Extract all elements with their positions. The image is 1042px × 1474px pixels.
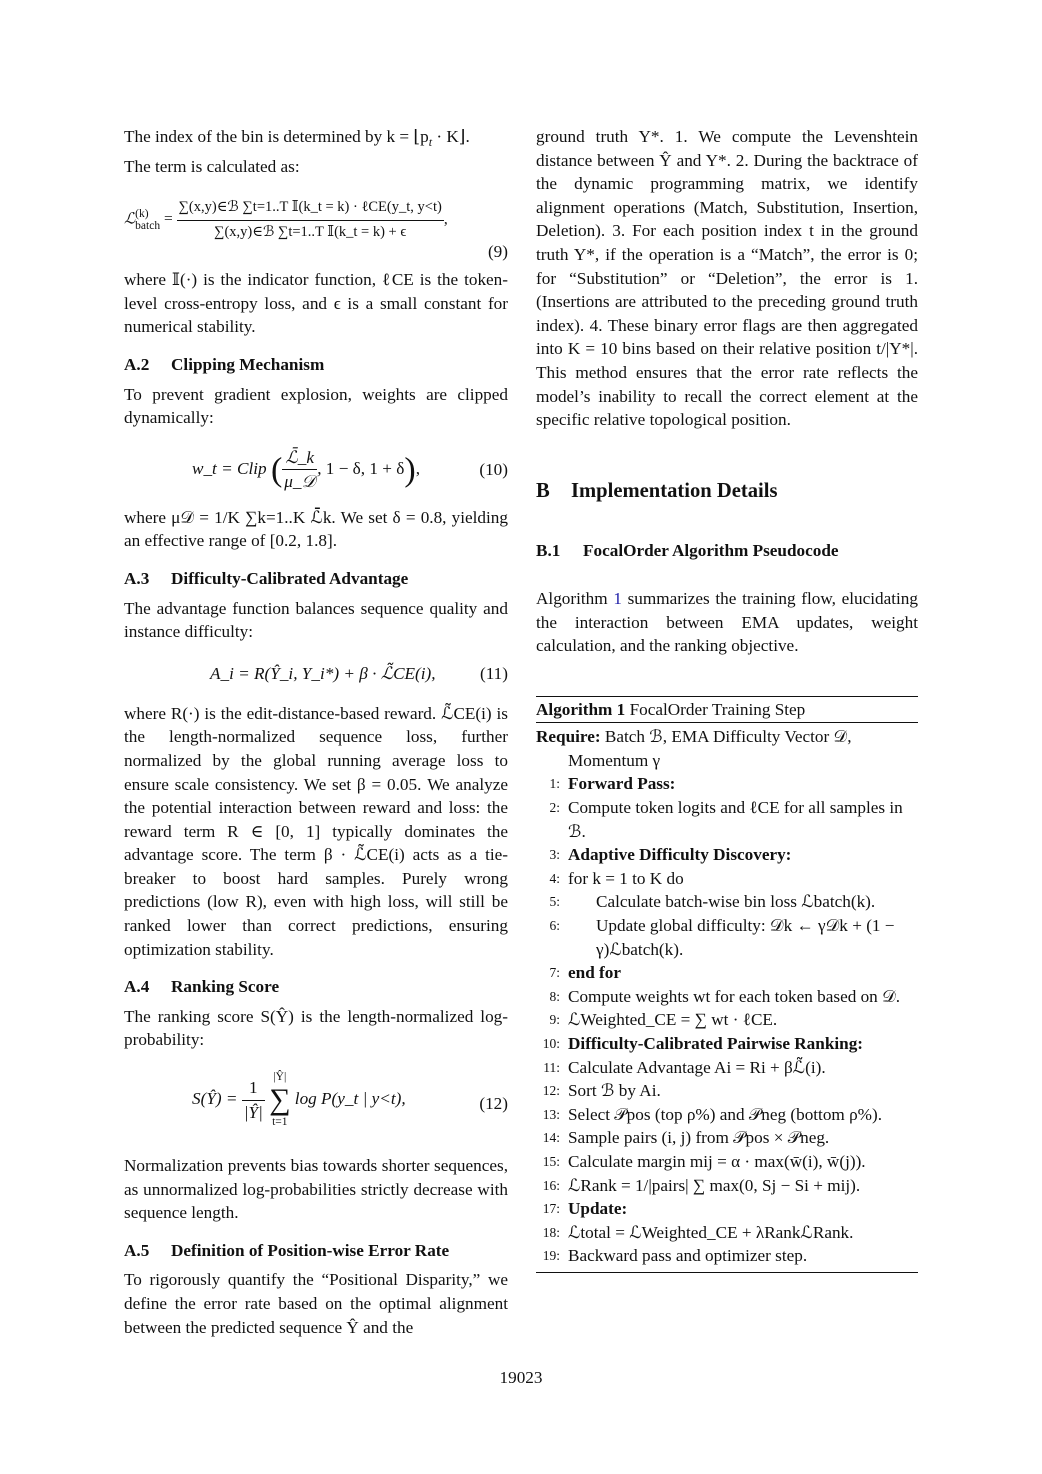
eq12-den: |Ŷ| — [243, 1102, 263, 1122]
section-a4-number: A.4 — [124, 977, 150, 997]
algorithm-line — [536, 1150, 918, 1174]
page-number: 19023 — [499, 1368, 543, 1387]
algorithm-line-text: Difficulty-Calibrated Pairwise Ranking: — [568, 1034, 864, 1053]
eq10-lhs: w_t = Clip — [192, 458, 267, 478]
algorithm-line-number: 3: — [549, 847, 560, 863]
algorithm-line — [536, 1126, 918, 1150]
algorithm-line — [536, 914, 918, 961]
require-label: Require: — [536, 727, 601, 747]
algorithm-line — [536, 890, 918, 914]
algorithm-line — [536, 843, 918, 867]
algorithm-line-number: 16: — [542, 1177, 560, 1193]
eq9-sub: batch — [135, 220, 161, 233]
a5-paragraph: To rigorously quantify the “Positional Disparity,” we define the error rate based on the optimal alignment between the predicted sequence Ŷ and the — [124, 1270, 508, 1337]
algorithm-line-text: ℒWeighted_CE = ∑ wt · ℓCE. — [568, 1010, 778, 1030]
section-a5-title: Definition of Position-wise Error Rate — [171, 1240, 450, 1260]
require-text: Batch ℬ, EMA Difficulty Vector 𝒟, Momentum γ — [568, 727, 852, 770]
algorithm-line-number: 15: — [542, 1153, 560, 1169]
algorithm-line-text: Backward pass and optimizer step. — [568, 1246, 808, 1266]
algorithm-line-text: Compute weights wt for each token based on 𝒟. — [568, 986, 901, 1006]
algorithm-line-text: Calculate batch-wise bin loss ℒbatch(k). — [596, 892, 876, 912]
eq9-sup: (k) — [135, 208, 149, 221]
eq11-number: (11) — [480, 663, 508, 683]
algorithm-line-number: 19: — [542, 1248, 560, 1264]
algorithm-line-text: ℒRank = 1/|pairs| ∑ max(0, Sj − Si + mij). — [568, 1175, 861, 1195]
algorithm-line-text: Adaptive Difficulty Discovery: — [568, 845, 792, 865]
continued-paragraph: ground truth Y*. 1. We compute the Levenshtein distance between Ŷ and Y*. 2. During the backtrace of the dynamic programming matrix, we identify alignment operations (Match, Substitution, Insertion, Deletion). 3. For each position index t in the ground truth Y*, if the operation is a “Match”, the error is 0; for “Substitution” or “Deletion”, the error is 1. (Insertions are attributed to the preceding ground truth index). 4. These binary error flags are then aggregated into K = 10 bins based on their relative position t/|Y*|. This method ensures that the error rate reflects the model’s inability to recall the correct element at the specific relative topological position. — [536, 127, 918, 430]
eq9-lhs: ℒ — [124, 210, 136, 228]
section-a2-number: A.2 — [124, 354, 150, 374]
algorithm-line-number: 14: — [542, 1130, 560, 1146]
section-a3-title: Difficulty-Calibrated Advantage — [171, 568, 409, 588]
algorithm-line — [536, 1103, 918, 1127]
algorithm-line — [536, 985, 918, 1009]
algorithm-line-number: 10: — [542, 1036, 560, 1051]
section-a5-number: A.5 — [124, 1240, 150, 1260]
section-b-number: B — [536, 479, 550, 502]
algorithm-line-number: 13: — [542, 1106, 560, 1122]
algorithm-lines — [536, 772, 918, 1267]
section-a3-number: A.3 — [124, 568, 150, 588]
algorithm-title: FocalOrder Training Step — [625, 699, 806, 719]
eq9-numerator: ∑(x,y)∈ℬ ∑t=1..T 𝕀(k_t = k) · ℓCE(y_t, y<t) — [177, 196, 444, 221]
right-column — [536, 125, 918, 1273]
section-b1-title: FocalOrder Algorithm Pseudocode — [583, 541, 839, 561]
eq9-denominator: ∑(x,y)∈ℬ ∑t=1..T 𝕀(k_t = k) + ϵ — [214, 223, 407, 240]
section-a4-heading — [124, 975, 508, 999]
algorithm-link[interactable]: 1 — [613, 588, 622, 608]
eq12-sum-top: |Ŷ| — [273, 1071, 287, 1084]
eq10-den: μ_𝒟 — [284, 472, 316, 492]
algorithm-line — [536, 1008, 918, 1032]
b1-text-pre: Algorithm — [536, 588, 614, 608]
a2-paragraph: To prevent gradient explosion, weights are clipped dynamically: — [124, 384, 508, 428]
eq12-rest: log P(y_t | y<t), — [294, 1088, 406, 1108]
eq9-number: (9) — [487, 242, 508, 262]
algorithm-line — [536, 1197, 918, 1221]
algorithm-line-number: 12: — [542, 1083, 560, 1099]
algorithm-line-text: Update: — [568, 1199, 628, 1219]
algorithm-require — [536, 725, 918, 772]
algorithm-line-text: Sample pairs (i, j) from 𝒫pos × 𝒫neg. — [568, 1128, 830, 1148]
after-eq9-paragraph: where 𝕀(·) is the indicator function, ℓCE is the token-level cross-entropy loss, and ϵ is a small constant for numerical stability. — [124, 270, 508, 337]
algorithm-bottom-rule — [536, 1272, 918, 1273]
algorithm-line-number: 9: — [549, 1012, 560, 1028]
section-a2-title: Clipping Mechanism — [171, 354, 325, 374]
eq12-sum-bottom: t=1 — [272, 1116, 288, 1129]
intro-text-1: The index of the bin is determined by k = ⌊p — [124, 127, 429, 146]
algorithm-line-number: 4: — [549, 870, 560, 886]
algorithm-line-text: Compute token logits and ℓCE for all samples in ℬ. — [568, 798, 903, 841]
after-eq10-paragraph: where μ𝒟 = 1/K ∑k=1..K ℒ̄k. We set δ = 0.8, yielding an effective range of [0.2, 1.8]. — [124, 507, 508, 551]
b1-text-post: summarizes the training flow, elucidating the interaction between EMA updates, weight calculation, and the ranking objective. — [536, 588, 918, 656]
algorithm-line-number: 6: — [549, 918, 560, 934]
algorithm-line-number: 18: — [542, 1224, 560, 1240]
eq10-number: (10) — [479, 459, 508, 479]
algorithm-line — [536, 1244, 918, 1268]
algorithm-line — [536, 1221, 918, 1245]
eq12-number: (12) — [479, 1094, 508, 1114]
a3-paragraph: The advantage function balances sequence quality and instance difficulty: — [124, 598, 508, 642]
section-a3-heading — [124, 567, 508, 591]
algorithm-line-text: ℒtotal = ℒWeighted_CE + λRankℒRank. — [568, 1222, 854, 1242]
algorithm-line-number: 5: — [549, 894, 560, 910]
algorithm-line-number: 8: — [549, 988, 560, 1004]
algorithm-line-text: Forward Pass: — [568, 774, 676, 794]
after-eq11-paragraph: where R(·) is the edit-distance-based reward. ℒ̃CE(i) is the length-normalized sequence loss, further normalized by the global running average loss to ensure scale consistency. We set β = 0.05. We analyze the potential interaction between reward and loss: the reward term R ∈ [0, 1] typically dominates the advantage score. The term β · ℒ̃CE(i) acts as a tie-breaker to boost hard samples. Purely wrong predictions (low R), even with high loss, will still be ranked lower than correct predictions, ensuring optimization stability. — [124, 703, 508, 959]
algorithm-line — [536, 1032, 918, 1056]
algorithm-line-text: end for — [568, 963, 621, 983]
algorithm-line — [536, 772, 918, 796]
section-b1-number: B.1 — [536, 541, 561, 561]
algorithm-line-number: 11: — [543, 1059, 560, 1075]
algorithm-line — [536, 1174, 918, 1198]
intro-paragraph: The index of the bin is determined by $k = ⌊p_t$ · K⌋. The term is calculated as: — [124, 127, 470, 176]
algorithm-line-text: Sort ℬ by Ai. — [568, 1081, 661, 1101]
algorithm-block — [536, 696, 918, 1273]
intro-text-2: The term is calculated as: — [124, 156, 300, 176]
section-a2-heading — [124, 353, 508, 377]
algorithm-line-text: Calculate margin mij = α · max(w̄(i), w̄(j)). — [568, 1151, 866, 1171]
section-a4-title: Ranking Score — [171, 977, 280, 997]
b1-paragraph — [536, 587, 918, 658]
algorithm-line-number: 7: — [549, 965, 560, 981]
algorithm-caption-rule — [536, 722, 918, 723]
algorithm-line-text: for k = 1 to K do — [568, 868, 684, 888]
intro-text-1b: · K⌋. — [432, 127, 470, 146]
equation-11 — [124, 652, 508, 696]
algorithm-caption — [536, 697, 918, 723]
after-eq12-paragraph: Normalization prevents bias towards shorter sequences, as unnormalized log-probabilities strictly decrease with sequence length. — [124, 1156, 508, 1223]
algorithm-line — [536, 867, 918, 891]
algorithm-line — [536, 1079, 918, 1103]
equation-12: S(Ŷ) = $\frac{1}{|Ŷ|}$ |Ŷ| ∑ t=1 log P(y_t | y<t), (12) — [192, 1071, 508, 1129]
equation-9: ℒ(k) batch = $\frac{\text{∑(x,y)∈ℬ ∑t=1..T 𝕀(k\_t = k) · ℓCE(y\_t, y<t)}}{\text{∑(x,y)∈ℬ ∑t=1..T 𝕀(k\_t = k) + ϵ}}$ , (9) — [124, 184, 508, 264]
section-a5-heading — [124, 1239, 508, 1263]
equation-10: w_t = Clip ( $\frac{\text{ℒ̄\_k}}{\text{μ\_𝒟}}$ , 1 − δ, 1 + δ), (10) — [124, 436, 508, 502]
section-b-heading — [536, 480, 918, 504]
section-b1-heading — [536, 539, 918, 563]
algorithm-line — [536, 961, 918, 985]
left-column — [124, 125, 508, 1339]
algorithm-line-text: Update global difficulty: 𝒟k ← γ𝒟k + (1 − γ)ℒbatch(k). — [596, 916, 895, 959]
algorithm-line — [536, 796, 918, 843]
section-b-title: Implementation Details — [571, 479, 778, 502]
eq12-lhs: S(Ŷ) = — [192, 1088, 238, 1108]
algorithm-line-text: Select 𝒫pos (top ρ%) and 𝒫neg (bottom ρ%). — [568, 1104, 883, 1124]
eq10-rest: , 1 − δ, 1 + δ — [317, 458, 405, 478]
algorithm-line — [536, 1056, 918, 1080]
eq10-num: ℒ̄_k — [282, 446, 317, 471]
a4-paragraph: The ranking score S(Ŷ) is the length-normalized log-probability: — [124, 1006, 508, 1050]
eq12-num: 1 — [242, 1076, 265, 1101]
algorithm-line-text: Calculate Advantage Ai = Ri + βℒ̃(i). — [568, 1057, 826, 1077]
algorithm-line-number: 2: — [549, 800, 560, 816]
algorithm-line-number: 1: — [549, 776, 560, 792]
eq11-body: A_i = R(Ŷ_i, Y_i*) + β · ℒ̃CE(i), — [210, 663, 436, 683]
algorithm-label: Algorithm 1 — [536, 699, 626, 719]
algorithm-line-number: 17: — [542, 1201, 560, 1217]
